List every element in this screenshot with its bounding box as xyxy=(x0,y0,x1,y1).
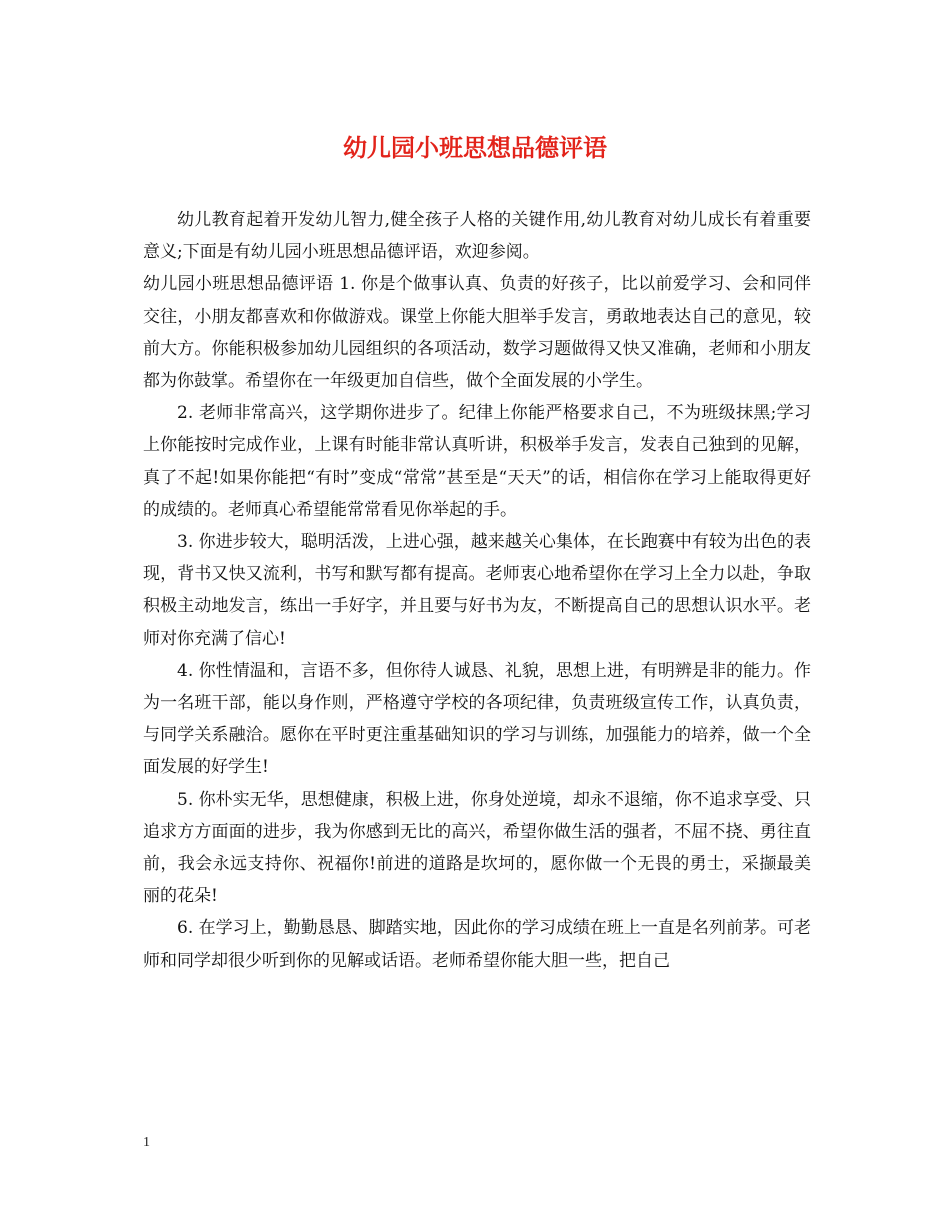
page-number: 1 xyxy=(143,1135,150,1150)
intro-paragraph: 幼儿教育起着开发幼儿智力,健全孩子人格的关键作用,幼儿教育对幼儿成长有着重要意义;下面是有幼儿园小班思想品德评语，欢迎参阅。 xyxy=(143,210,811,263)
section-first-paragraph xyxy=(143,268,811,397)
comment-paragraph-3: 3. 你进步较大，聪明活泼，上进心强，越来越关心集体，在长跑赛中有较为出色的表现，背书又快又流利，书写和默写都有提高。老师衷心地希望你在学习上全力以赴，争取积极主动地发言，练出一手好字，并且要与好书为友，不断提高自己的思想认识水平。老师对你充满了信心! xyxy=(143,532,811,649)
comment-paragraph-5: 5. 你朴实无华，思想健康，积极上进，你身处逆境，却永不退缩，你不追求享受、只追求方方面面的进步，我为你感到无比的高兴，希望你做生活的强者，不屈不挠、勇往直前，我会永远支持你、祝福你!前进的道路是坎坷的，愿你做一个无畏的勇士，采撷最美丽的花朵! xyxy=(143,789,811,907)
comment-paragraph-6: 6. 在学习上，勤勤恳恳、脚踏实地，因此你的学习成绩在班上一直是名列前茅。可老师和同学却很少听到你的见解或话语。老师希望你能大胆一些，把自己 xyxy=(143,918,811,971)
comment-paragraph-1: 1. 你是个做事认真、负责的好孩子，比以前爱学习、会和同伴交往，小朋友都喜欢和你做游戏。课堂上你能大胆举手发言，勇敢地表达自己的意见，较前大方。你能积极参加幼儿园组织的各项活动，数学习题做得又快又准确，老师和小朋友都为你鼓掌。希望你在一年级更加自信些，做个全面发展的小学生。 xyxy=(143,274,812,392)
comment-paragraph-2: 2. 老师非常高兴，这学期你进步了。纪律上你能严格要求自己，不为班级抹黑;学习上你能按时完成作业，上课有时能非常认真听讲，积极举手发言，发表自己独到的见解，真了不起!如果你能把“有时”变成“常常”甚至是“天天”的话，相信你在学习上能取得更好的成绩的。老师真心希望能常常看见你举起的手。 xyxy=(143,403,811,520)
document-title: 幼儿园小班思想品德评语 xyxy=(343,133,607,162)
document-body xyxy=(143,204,811,977)
section-heading: 幼儿园小班思想品德评语 xyxy=(143,274,334,295)
comment-paragraph-4: 4. 你性情温和，言语不多，但你待人诚恳、礼貌，思想上进，有明辨是非的能力。作为一名班干部，能以身作则，严格遵守学校的各项纪律，负责班级宣传工作，认真负责，与同学关系融洽。愿你在平时更注重基础知识的学习与训练，加强能力的培养，做一个全面发展的好学生! xyxy=(143,660,811,778)
